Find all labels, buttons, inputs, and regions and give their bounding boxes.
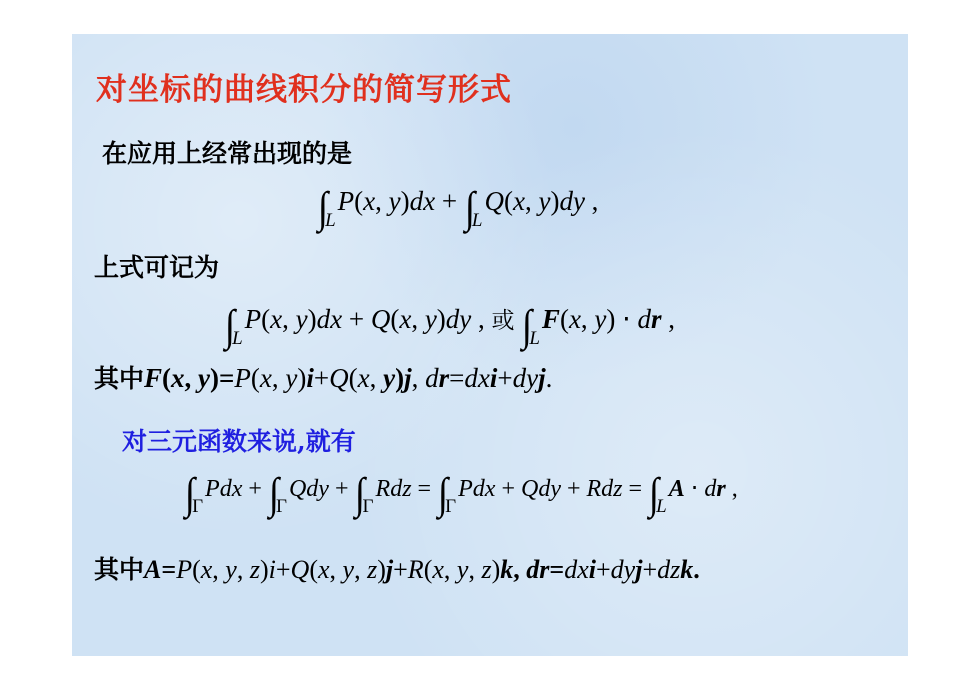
or-word: 或	[491, 308, 515, 334]
formula-3: $\int_\Gamma Pdx + \int_\Gamma Qdy + \int_\Gamma Rdz = \int_\Gamma Pdx$ + Qdy + Rdz = $\int_LA$ ⋅ dr ,	[184, 469, 738, 518]
slide	[72, 34, 908, 656]
intro-text: 在应用上经常出现的是	[102, 139, 353, 168]
where-word-2: 其中	[94, 555, 145, 584]
where-word-1: 其中	[94, 364, 145, 393]
definition-line-1: 其中F(x, y)=P(x, y)i+Q(x, y)j, dr=dxi+dyj.	[94, 363, 553, 393]
formula-2: $\int_LP(x$, y)dx + Q(x, y)dy , 或 $\int_LF(x$, y) ⋅ dr ,	[224, 301, 675, 350]
slide-title: 对坐标的曲线积分的简写形式	[96, 72, 512, 108]
three-var-subtitle: 对三元函数来说,就有	[122, 427, 356, 456]
rewrite-text: 上式可记为	[94, 253, 220, 282]
definition-line-2: 其中A=P(x, y, z)i+Q(x, y, z)j+R(x, y, z)k, dr=dxi+dyj+dzk.	[94, 555, 700, 584]
formula-1: $\int_LP(x$, $y)dx + \int_LQ(x$, y)dy ,	[317, 183, 599, 232]
